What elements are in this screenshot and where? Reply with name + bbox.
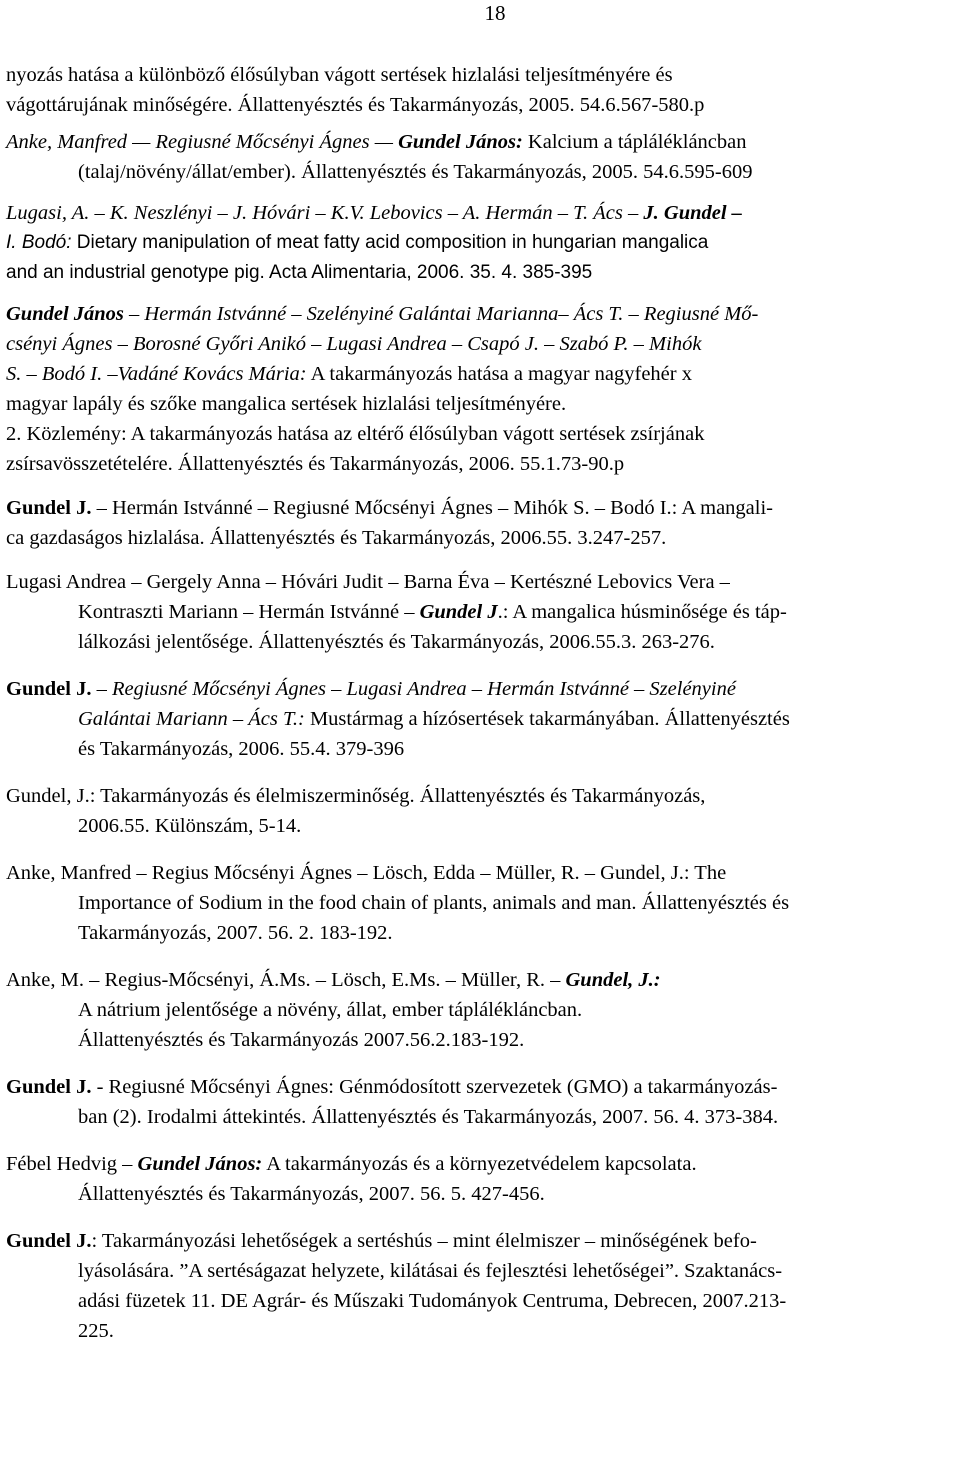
reference-item (6, 127, 954, 187)
reference-line: vágottárujának minőségére. Állattenyésztés és Takarmányozás, 2005. 54.6.567-580.p (6, 94, 705, 116)
reference-highlight-author: Gundel János (6, 303, 124, 325)
reference-item (6, 1226, 954, 1346)
reference-line (6, 704, 954, 734)
reference-highlight-author: J. Gundel – (643, 202, 742, 224)
reference-item (6, 1072, 954, 1132)
reference-item (6, 674, 954, 764)
reference-authors: Galántai Mariann – Ács T.: (78, 708, 305, 730)
page-number: 18 (484, 1, 506, 25)
reference-item (6, 198, 954, 288)
reference-line: Állattenyésztés és Takarmányozás 2007.56.2.183-192. (78, 1029, 525, 1051)
reference-authors: – Hermán Istvánné – Szelényiné Galántai Marianna– Ács T. – Regiusné Mő- (123, 303, 759, 325)
reference-line: 225. (78, 1320, 114, 1342)
reference-title: Dietary manipulation of meat fatty acid composition in hungarian mangalica (71, 232, 709, 253)
reference-title: .: A mangalica húsminősége és táp- (497, 601, 787, 623)
reference-line: (talaj/növény/állat/ember). Állattenyésztés és Takarmányozás, 2005. 54.6.595-609 (78, 161, 753, 183)
reference-line (6, 493, 954, 523)
reference-line (6, 299, 954, 329)
reference-line: and an industrial genotype pig. Acta Alimentaria, 2006. 35. 4. 385-395 (6, 262, 593, 283)
reference-authors: S. – Bodó I. –Vadáné Kovács Mária: (6, 363, 307, 385)
reference-line (6, 597, 954, 627)
reference-highlight-author: Gundel J. (6, 678, 92, 700)
reference-line: 2006.55. Különszám, 5-14. (78, 815, 302, 837)
reference-line: Gundel, J.: Takarmányozás és élelmiszerminőség. Állattenyésztés és Takarmányozás, (6, 785, 706, 807)
reference-item (6, 965, 954, 1055)
reference-line (6, 965, 954, 995)
reference-authors (6, 198, 954, 228)
reference-line: Takarmányozás, 2007. 56. 2. 183-192. (78, 922, 393, 944)
reference-highlight-author: Gundel J. (6, 1076, 92, 1098)
reference-item (6, 1149, 954, 1209)
reference-line (6, 359, 954, 389)
reference-authors: Fébel Hedvig – (6, 1153, 138, 1175)
reference-line: Importance of Sodium in the food chain of plants, animals and man. Állattenyésztés és (78, 892, 790, 914)
reference-line (6, 127, 954, 157)
reference-authors: csényi Ágnes – Borosné Győri Anikó – Lugasi Andrea – Csapó J. – Szabó P. – Mihók (6, 333, 702, 355)
reference-line: ca gazdaságos hizlalása. Állattenyésztés és Takarmányozás, 2006.55. 3.247-257. (6, 527, 667, 549)
reference-title: A takarmányozás hatása a magyar nagyfehér x (306, 363, 692, 385)
reference-title: : Takarmányozási lehetőségek a sertéshús – mint élelmiszer – minőségének befo- (91, 1230, 757, 1252)
reference-highlight-author: Gundel J. (6, 1230, 92, 1252)
reference-line: adási füzetek 11. DE Agrár- és Műszaki Tudományok Centruma, Debrecen, 2007.213- (78, 1290, 787, 1312)
reference-authors: Anke, Manfred — Regiusné Mőcsényi Ágnes — (6, 131, 399, 153)
reference-highlight-author: Gundel J. (6, 497, 92, 519)
reference-line: Állattenyésztés és Takarmányozás, 2007. 56. 5. 427-456. (78, 1183, 545, 1205)
reference-line (6, 228, 954, 258)
reference-line: A nátrium jelentősége a növény, állat, ember táplálékláncban. (78, 999, 583, 1021)
reference-line (6, 674, 954, 704)
reference-list (6, 60, 954, 1346)
reference-title: Mustármag a hízósertések takarmányában. Állattenyésztés (304, 708, 790, 730)
reference-highlight-author: Gundel János: (398, 131, 523, 153)
reference-authors: Anke, M. – Regius-Mőcsényi, Á.Ms. – Lösch, E.Ms. – Müller, R. – (6, 969, 566, 991)
reference-title: A takarmányozás és a környezetvédelem kapcsolata. (262, 1153, 697, 1175)
reference-line: lyásolására. ”A sertéságazat helyzete, kilátásai és fejlesztési lehetőségei”. Szaktanács- (78, 1260, 783, 1282)
reference-line: Anke, Manfred – Regius Mőcsényi Ágnes – Lösch, Edda – Müller, R. – Gundel, J.: The (6, 862, 727, 884)
reference-line: és Takarmányozás, 2006. 55.4. 379-396 (78, 738, 405, 760)
reference-item (6, 493, 954, 553)
reference-authors: Kontraszti Mariann – Hermán Istvánné – (78, 601, 420, 623)
reference-highlight-author: Gundel János: (137, 1153, 263, 1175)
reference-line: lálkozási jelentősége. Állattenyésztés és Takarmányozás, 2006.55.3. 263-276. (78, 631, 715, 653)
reference-line: 2. Közlemény: A takarmányozás hatása az eltérő élősúlyban vágott sertések zsírjának (6, 423, 705, 445)
reference-item (6, 567, 954, 657)
reference-line (6, 1226, 954, 1256)
reference-item (6, 60, 954, 120)
reference-authors-text: Lugasi, A. – K. Neszlényi – J. Hóvári – K.V. Lebovics – A. Hermán – T. Ács – (6, 202, 644, 224)
reference-line: Lugasi Andrea – Gergely Anna – Hóvári Judit – Barna Éva – Kertészné Lebovics Vera – (6, 571, 730, 593)
reference-title: Kalcium a táplálékláncban (522, 131, 747, 153)
reference-title: – Hermán Istvánné – Regiusné Mőcsényi Ágnes – Mihók S. – Bodó I.: A mangali- (91, 497, 773, 519)
reference-title: - Regiusné Mőcsényi Ágnes: Génmódosított szervezetek (GMO) a takarmányozás- (91, 1076, 778, 1098)
reference-highlight-author: Gundel J (419, 601, 498, 623)
reference-item (6, 299, 954, 479)
reference-line (6, 1149, 954, 1179)
reference-line: nyozás hatása a különböző élősúlyban vágott sertések hizlalási teljesítményére és (6, 64, 673, 86)
reference-item (6, 781, 954, 841)
reference-authors: I. Bodó: (6, 232, 72, 253)
reference-line (6, 1072, 954, 1102)
reference-highlight-author: Gundel, J.: (565, 969, 661, 991)
reference-item (6, 858, 954, 948)
reference-authors: – Regiusné Mőcsényi Ágnes – Lugasi Andrea – Hermán Istvánné – Szelényiné (91, 678, 736, 700)
reference-line: magyar lapály és szőke mangalica sertések hizlalási teljesítményére. (6, 393, 567, 415)
reference-line: zsírsavösszetételére. Állattenyésztés és Takarmányozás, 2006. 55.1.73-90.p (6, 453, 625, 475)
reference-line: ban (2). Irodalmi áttekintés. Állattenyésztés és Takarmányozás, 2007. 56. 4. 373-384. (78, 1106, 779, 1128)
